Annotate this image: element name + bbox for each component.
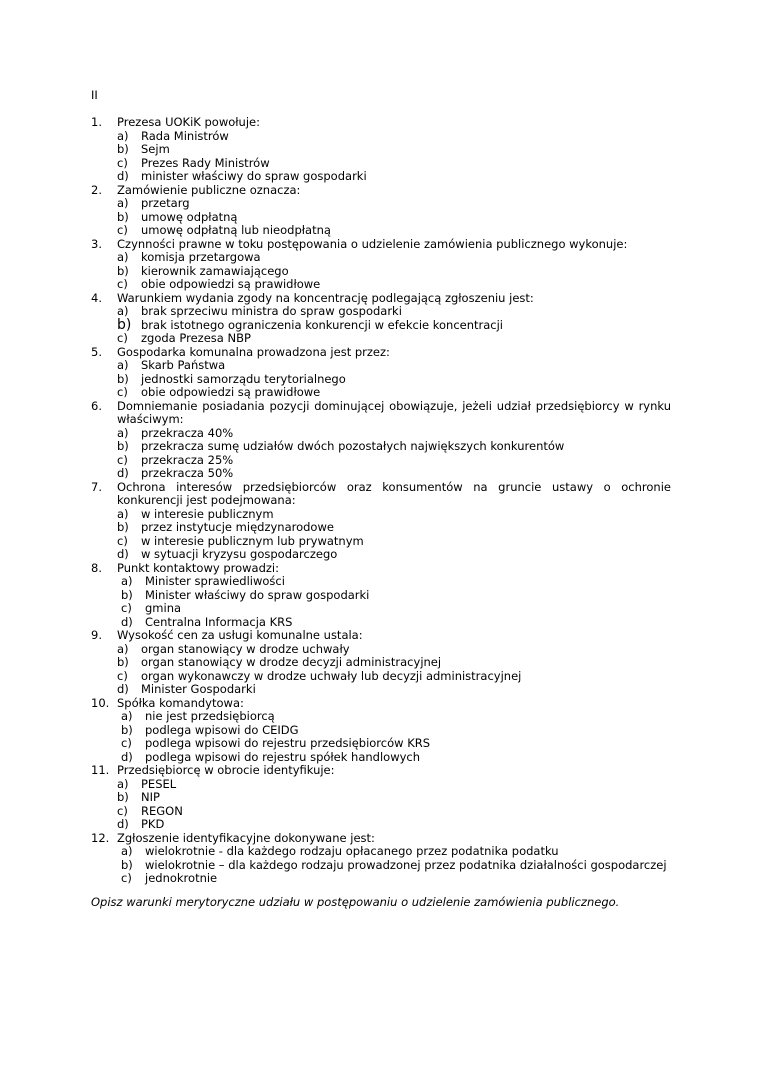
question-item (91, 238, 671, 292)
option-letter: b) (121, 857, 133, 872)
option-letter: a) (117, 425, 129, 440)
option-text: Rada Ministrów (141, 128, 229, 143)
option-text: Minister właściwy do spraw gospodarki (145, 587, 370, 602)
question-item (91, 292, 671, 346)
answer-option (117, 683, 671, 697)
option-letter: d) (117, 169, 129, 183)
option-letter: c) (121, 601, 132, 615)
option-letter: b) (121, 722, 133, 737)
question-item (91, 697, 671, 765)
answer-option (117, 656, 671, 670)
option-text: przekracza 50% (141, 466, 234, 480)
answer-option (117, 265, 671, 279)
answer-option (117, 143, 671, 157)
question-item (91, 184, 671, 238)
answer-option (121, 616, 671, 630)
option-text: wielokrotnie – dla każdego rodzaju prowadzonej przez podatnika działalności gospodarczej (145, 857, 667, 872)
option-text: PESEL (141, 776, 177, 791)
question-number: 6. (91, 398, 102, 413)
option-text: REGON (141, 803, 183, 818)
answer-option (121, 751, 671, 765)
option-letter: b) (117, 371, 129, 386)
option-text: wielokrotnie - dla każdego rodzaju opłacanego przez podatnika podatku (145, 844, 559, 858)
option-text: Minister Gospodarki (141, 682, 256, 696)
option-letter: c) (117, 385, 128, 399)
question-text: Domniemanie posiadania pozycji dominującej obowiązuje, jeżeli udział przedsiębiorcy w rynku właściwym: (117, 398, 671, 426)
question-item (91, 400, 671, 481)
option-text: PKD (141, 817, 165, 831)
option-text: przekracza sumę udziałów dwóch pozostałych największych konkurentów (141, 439, 565, 453)
answer-option (121, 724, 671, 738)
option-text: Centralna Informacja KRS (145, 614, 293, 629)
answer-option (117, 316, 671, 333)
option-letter: b) (117, 142, 129, 156)
answer-option (117, 778, 671, 792)
option-text: podlega wpisowi do rejestru spółek handlowych (145, 749, 421, 764)
option-letter: a) (121, 844, 133, 858)
option-text: Minister sprawiedliwości (145, 574, 285, 588)
option-text: podlega wpisowi do CEIDG (145, 722, 299, 737)
option-letter: c) (117, 533, 128, 548)
option-letter: a) (117, 776, 129, 791)
option-text: w interesie publicznym lub prywatnym (141, 533, 364, 548)
answer-option (117, 170, 671, 184)
answer-option (117, 157, 671, 171)
question-item (91, 832, 671, 886)
option-text: Prezes Rady Ministrów (141, 155, 270, 170)
answer-option (117, 130, 671, 144)
answer-option (117, 211, 671, 225)
option-letter: a) (117, 128, 129, 143)
question-number: 2. (91, 182, 102, 197)
question-list (91, 116, 671, 886)
answer-option (121, 737, 671, 751)
option-letter: a) (117, 250, 129, 264)
question-text: Zgłoszenie identyfikacyjne dokonywane jest: (117, 830, 375, 845)
answer-option (121, 845, 671, 859)
option-text: gmina (145, 601, 182, 615)
question-text: Punkt kontaktowy prowadzi: (117, 560, 280, 575)
option-text: organ stanowiący w drodze decyzji administracyjnej (141, 655, 442, 669)
answer-option (121, 859, 671, 873)
question-text: Wysokość cen za usługi komunalne ustala: (117, 628, 363, 642)
question-text: Warunkiem wydania zgody na koncentrację podlegającą zgłoszeniu jest: (117, 290, 534, 305)
question-text: Czynności prawne w toku postępowania o udzielenie zamówienia publicznego wykonuje: (117, 236, 628, 251)
question-text: Prezesa UOKiK powołuje: (117, 115, 260, 129)
answer-option (117, 427, 671, 441)
question-text: Gospodarka komunalna prowadzona jest przez: (117, 344, 390, 359)
answer-option (117, 791, 671, 805)
option-text: przetarg (141, 196, 190, 210)
option-text: komisja przetargowa (141, 250, 261, 264)
answer-option (117, 197, 671, 211)
section-header: II (91, 88, 98, 102)
option-text: zgoda Prezesa NBP (141, 331, 251, 345)
option-text: przez instytucje międzynarodowe (141, 520, 334, 534)
answer-option (117, 548, 671, 562)
option-letter: a) (117, 506, 129, 521)
option-letter: b) (117, 439, 129, 453)
option-text: umowę odpłatną lub nieodpłatną (141, 223, 331, 237)
option-text: brak istotnego ograniczenia konkurencji w efekcie koncentracji (141, 317, 504, 332)
option-letter: b) (117, 790, 129, 804)
question-number: 3. (91, 236, 102, 251)
option-letter: d) (121, 614, 133, 629)
question-number: 5. (91, 344, 102, 359)
option-letter: b) (117, 316, 132, 333)
option-letter: d) (117, 682, 129, 696)
option-text: obie odpowiedzi są prawidłowe (141, 385, 321, 399)
option-letter: d) (117, 817, 129, 831)
answer-option (117, 521, 671, 535)
answer-option (117, 224, 671, 238)
option-text: nie jest przedsiębiorcą (145, 709, 275, 723)
question-number: 8. (91, 560, 102, 575)
option-letter: c) (121, 871, 132, 885)
option-letter: a) (121, 709, 133, 723)
question-text: Przedsiębiorcę w obrocie identyfikuje: (117, 763, 335, 777)
option-letter: d) (121, 749, 133, 764)
option-text: Sejm (141, 142, 170, 156)
option-letter: c) (117, 452, 128, 467)
answer-option (117, 251, 671, 265)
option-text: przekracza 25% (141, 452, 234, 467)
answer-option (117, 386, 671, 400)
option-letter: a) (117, 304, 129, 318)
question-text: Spółka komandytowa: (117, 695, 244, 710)
question-item (91, 116, 671, 184)
option-text: kierownik zamawiającego (141, 263, 289, 278)
answer-option (117, 818, 671, 832)
answer-option (117, 535, 671, 549)
answer-option (117, 359, 671, 373)
option-letter: c) (117, 331, 128, 345)
question-number: 12. (91, 830, 110, 845)
option-letter: c) (117, 223, 128, 237)
answer-option (117, 305, 671, 319)
answer-option (117, 508, 671, 522)
option-letter: a) (117, 196, 129, 210)
option-text: obie odpowiedzi są prawidłowe (141, 277, 321, 291)
answer-option (117, 440, 671, 454)
option-text: brak sprzeciwu ministra do spraw gospodarki (141, 304, 402, 318)
option-text: organ wykonawczy w drodze uchwały lub decyzji administracyjnej (141, 668, 522, 683)
question-number: 1. (91, 115, 102, 129)
question-text: Zamówienie publiczne oznacza: (117, 182, 301, 197)
option-text: jednostki samorządu terytorialnego (141, 371, 346, 386)
option-text: w interesie publicznym (141, 506, 274, 521)
option-letter: d) (117, 547, 129, 561)
option-letter: b) (121, 587, 133, 602)
question-number: 9. (91, 628, 102, 642)
question-number: 11. (91, 763, 110, 777)
option-text: jednokrotnie (145, 871, 218, 885)
option-letter: b) (117, 263, 129, 278)
option-letter: a) (117, 641, 129, 656)
option-text: w sytuacji kryzysu gospodarczego (141, 547, 338, 561)
option-text: NIP (141, 790, 160, 804)
answer-option (121, 602, 671, 616)
option-letter: a) (117, 358, 129, 372)
option-letter: b) (117, 520, 129, 534)
option-letter: c) (117, 803, 128, 818)
question-item (91, 562, 671, 630)
option-letter: c) (121, 736, 132, 750)
question-item (91, 629, 671, 697)
option-letter: d) (117, 466, 129, 480)
answer-option (121, 589, 671, 603)
question-text: Ochrona interesów przedsiębiorców oraz konsumentów na gruncie ustawy o ochronie konkurencji jest podejmowana: (117, 479, 671, 507)
question-number: 4. (91, 290, 102, 305)
option-letter: b) (117, 209, 129, 224)
question-number: 7. (91, 479, 102, 494)
answer-option (121, 710, 671, 724)
answer-option (117, 278, 671, 292)
option-text: podlega wpisowi do rejestru przedsiębiorców KRS (145, 736, 431, 750)
answer-option (121, 872, 671, 886)
answer-option (117, 805, 671, 819)
answer-option (117, 454, 671, 468)
option-letter: c) (117, 277, 128, 291)
option-letter: a) (121, 574, 133, 588)
option-letter: c) (117, 668, 128, 683)
option-text: Skarb Państwa (141, 358, 226, 372)
question-item (91, 481, 671, 562)
answer-option (117, 643, 671, 657)
option-text: przekracza 40% (141, 425, 234, 440)
option-text: umowę odpłatną (141, 209, 238, 224)
answer-option (121, 575, 671, 589)
question-number: 10. (91, 695, 110, 710)
answer-option (117, 467, 671, 481)
essay-instruction: Opisz warunki merytoryczne udziału w postępowaniu o udzielenie zamówienia publicznego. (91, 895, 620, 909)
answer-option (117, 670, 671, 684)
option-text: minister właściwy do spraw gospodarki (141, 169, 367, 183)
option-letter: c) (117, 155, 128, 170)
question-item (91, 764, 671, 832)
answer-option (117, 373, 671, 387)
option-letter: b) (117, 655, 129, 669)
answer-option (117, 332, 671, 346)
question-item (91, 346, 671, 400)
option-text: organ stanowiący w drodze uchwały (141, 641, 350, 656)
